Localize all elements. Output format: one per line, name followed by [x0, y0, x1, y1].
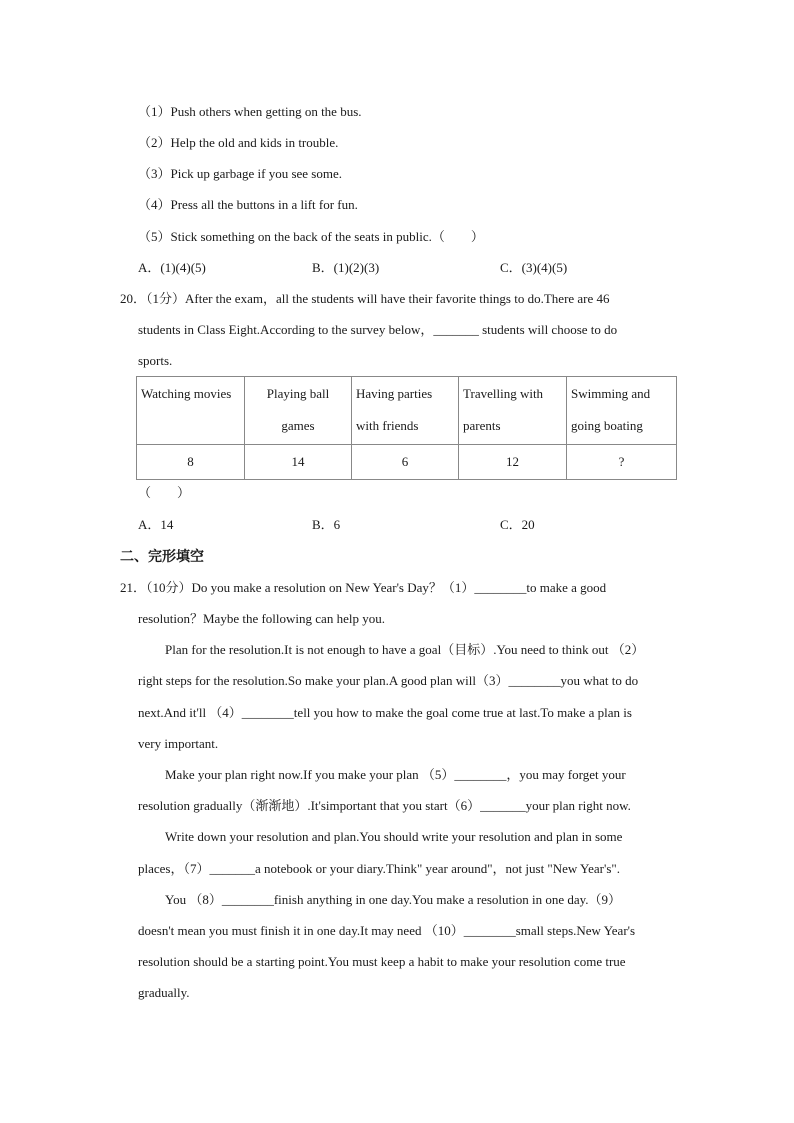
survey-header-text: games [281, 418, 315, 433]
survey-header-cell [137, 377, 245, 445]
q21-line: resolution？Maybe the following can help you. [138, 611, 385, 626]
q21-line: gradually. [138, 985, 190, 1000]
q19-option-a: A．(1)(4)(5) [138, 260, 206, 275]
survey-header-cell [459, 377, 567, 445]
section-heading: 二、完形填空 [120, 549, 204, 565]
q20-answer-paren: （ ） [138, 485, 191, 500]
q21-line: You （8）________finish anything in one day.You make a resolution in one day.（9） [165, 892, 622, 907]
q21-line: doesn't mean you must finish it in one day.It may need （10）________small steps.New Year's [138, 923, 636, 938]
q20-stem-line-3: sports. [138, 353, 173, 368]
q19-item-4: （4）Press all the buttons in a lift for fun. [138, 197, 358, 212]
q21-line: Write down your resolution and plan.You should write your resolution and plan in some [165, 829, 623, 844]
q20-stem-line-2: students in Class Eight.According to the survey below，_______ students will choose to do [138, 322, 618, 337]
survey-header-text: with friends [356, 418, 419, 433]
survey-value-cell: 14 [245, 445, 352, 480]
q21-line: resolution should be a starting point.You must keep a habit to make your resolution come true [138, 954, 626, 969]
q21-line: very important. [138, 736, 219, 751]
survey-header-text: Watching movies [141, 386, 232, 401]
q19-item-5: （5）Stick something on the back of the seats in public.（ ） [138, 229, 484, 244]
q20-option-b: B．6 [312, 517, 341, 532]
survey-value-cell: ? [567, 445, 677, 480]
q19-item-3: （3）Pick up garbage if you see some. [138, 166, 342, 181]
q21-line: 21．（10分）Do you make a resolution on New Year's Day？（1）________to make a good [120, 580, 607, 595]
survey-header-text: Travelling with [463, 386, 544, 401]
survey-header-cell [352, 377, 459, 445]
q21-line: Plan for the resolution.It is not enough to have a goal（目标）.You need to think out （2） [165, 642, 645, 657]
q21-line: next.And it'll （4）________tell you how to make the goal come true at last.To make a plan is [138, 705, 632, 720]
q20-option-a: A．14 [138, 517, 174, 532]
q19-item-1: （1）Push others when getting on the bus. [138, 104, 362, 119]
survey-header-row [137, 377, 677, 445]
q19-option-c: C．(3)(4)(5) [500, 260, 568, 275]
survey-header-cell [567, 377, 677, 445]
q21-line: resolution gradually（渐渐地）.It'simportant that you start（6）_______your plan right now. [138, 798, 631, 813]
survey-header-text: Playing ball [266, 386, 330, 401]
survey-value-cell: 12 [459, 445, 567, 480]
survey-header-text: Having parties [356, 386, 433, 401]
q21-line: places，（7）_______a notebook or your diary.Think" year around"，not just "New Year's". [138, 861, 620, 876]
survey-header-text: parents [463, 418, 501, 433]
survey-value-cell: 8 [137, 445, 245, 480]
survey-value-row [137, 445, 677, 480]
q21-line: Make your plan right now.If you make your plan （5）________，you may forget your [165, 767, 626, 782]
q19-item-2: （2）Help the old and kids in trouble. [138, 135, 339, 150]
q20-stem-line-1: 20．（1分）After the exam，all the students will have their favorite things to do.There are 46 [120, 291, 610, 306]
q19-option-b: B．(1)(2)(3) [312, 260, 380, 275]
survey-value-cell: 6 [352, 445, 459, 480]
q20-option-c: C．20 [500, 517, 535, 532]
survey-header-text: Swimming and [571, 386, 651, 401]
q21-line: right steps for the resolution.So make your plan.A good plan will（3）________you what to do [138, 673, 639, 688]
survey-header-cell [245, 377, 352, 445]
survey-header-text: going boating [571, 418, 643, 433]
survey-table [136, 376, 677, 480]
